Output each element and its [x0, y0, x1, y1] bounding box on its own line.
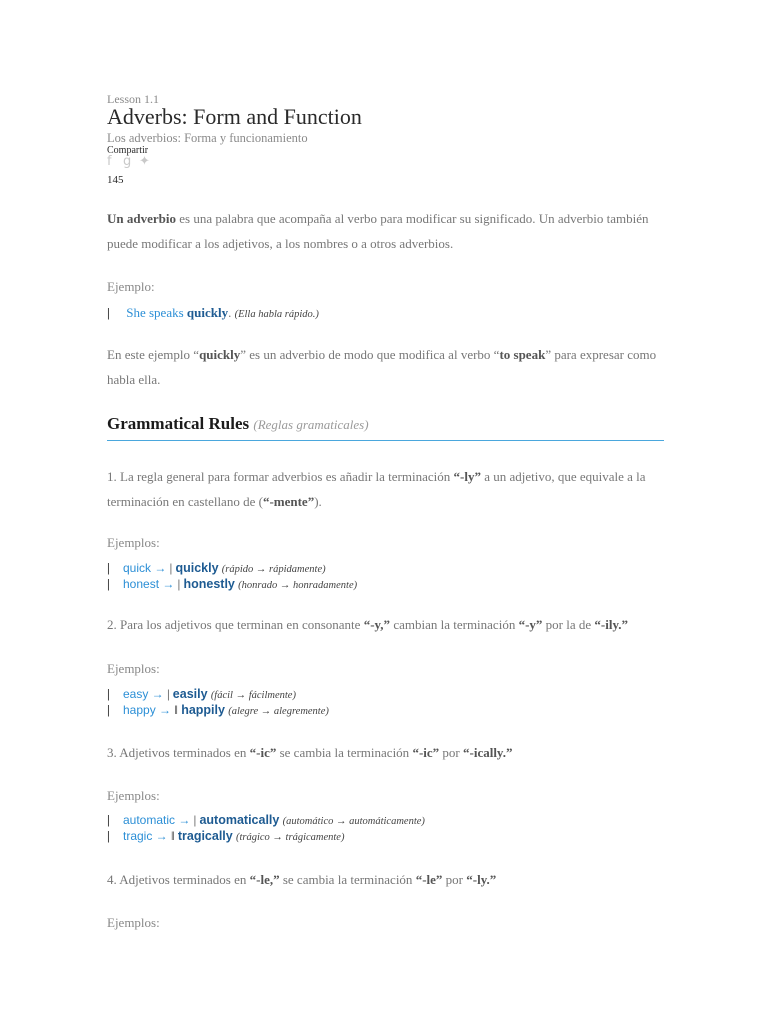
example-adverb: quickly	[175, 561, 219, 575]
rule-text: se cambia la terminación	[279, 872, 416, 887]
section-heading	[107, 414, 369, 434]
page-subtitle: Los adverbios: Forma y funcionamiento	[107, 131, 308, 145]
rule-text: se cambia la terminación	[276, 745, 413, 760]
example-translation: (alegre → alegremente)	[228, 706, 329, 717]
example-adverb: quickly	[186, 305, 229, 320]
example-translation: (fácil → fácilmente)	[210, 690, 296, 701]
rule-text: por	[442, 872, 467, 887]
section-subtitle: (Reglas gramaticales)	[253, 417, 369, 432]
rule-suffix: “-le”	[415, 872, 443, 887]
example-dot: .	[228, 305, 232, 320]
twitter-icon[interactable]: ✦	[139, 154, 150, 169]
explanation-text: ” es un adverbio de modo que modifica al verbo “	[240, 347, 500, 362]
rule-text: a un adjetivo, que equivale a la terminación en castellano de (	[107, 469, 646, 509]
example-separator: |	[169, 560, 173, 575]
explanation-text: En este ejemplo “	[107, 347, 200, 362]
section-title: Grammatical Rules	[107, 414, 250, 433]
example-adverb: happily	[181, 703, 225, 717]
rule-suffix: “-y”	[518, 617, 543, 632]
example-bar: |	[107, 686, 110, 701]
example-adjective: automatic →	[123, 813, 191, 827]
rule-1-text	[107, 464, 667, 514]
explanation-bold: to speak	[499, 347, 546, 362]
explanation-text: ” para expresar como habla ella.	[107, 347, 657, 387]
rule-text: 3. Adjetivos terminados en	[107, 745, 250, 760]
example-adjective: happy →	[123, 703, 172, 717]
rule-suffix: “-ly”	[453, 469, 481, 484]
example-label: Ejemplo:	[107, 279, 155, 294]
intro-bold-term: Un adverbio	[107, 211, 176, 226]
example-adjective: honest →	[123, 577, 175, 591]
rule-1-example-2	[107, 576, 357, 592]
rule-3-examples-label: Ejemplos:	[107, 788, 160, 803]
example-separator: |	[166, 686, 170, 701]
example-bar: |	[107, 702, 110, 717]
explanation-paragraph	[107, 342, 667, 392]
rule-suffix: “-ic”	[412, 745, 440, 760]
example-translation: (Ella habla rápido.)	[234, 309, 319, 320]
example-translation: (rápido → rápidamente)	[221, 564, 326, 575]
example-translation: (automático → automáticamente)	[282, 816, 425, 827]
rule-text: 1. La regla general para formar adverbios es añadir la terminación	[107, 469, 454, 484]
example-adverb: easily	[172, 687, 208, 701]
rule-4-text	[107, 867, 667, 892]
rule-2-text	[107, 612, 667, 637]
example-adjective: quick →	[123, 561, 167, 575]
example-separator: ‖	[174, 702, 178, 717]
example-adjective: easy →	[123, 687, 164, 701]
rule-2-examples-label: Ejemplos:	[107, 661, 160, 676]
rule-suffix: “-ically.”	[463, 745, 513, 760]
rule-text: ).	[314, 494, 322, 509]
rule-2-example-2	[107, 702, 329, 718]
social-icons	[107, 155, 153, 169]
lesson-number: Lesson 1.1	[107, 92, 159, 106]
facebook-icon[interactable]: f	[107, 154, 112, 169]
example-bar: |	[107, 305, 110, 320]
rule-1-example-1	[107, 560, 326, 576]
rule-suffix: “-y,”	[363, 617, 391, 632]
example-bar: |	[107, 576, 110, 591]
explanation-bold: quickly	[199, 347, 241, 362]
google-plus-icon[interactable]: g	[123, 154, 132, 169]
rule-suffix: “-mente”	[262, 494, 315, 509]
rule-suffix: “-ic”	[249, 745, 277, 760]
rule-2-example-1	[107, 686, 296, 702]
rule-text: cambian la terminación	[390, 617, 519, 632]
example-adverb: automatically	[199, 813, 280, 827]
page-title: Adverbs: Form and Function	[107, 104, 362, 129]
rule-text: 2. Para los adjetivos que terminan en consonante	[107, 617, 364, 632]
example-lead: She speaks	[126, 305, 187, 320]
rule-suffix: “-ly.”	[466, 872, 497, 887]
rule-text: 4. Adjetivos terminados en	[107, 872, 250, 887]
example-separator: |	[177, 576, 181, 591]
rule-1-examples-label: Ejemplos:	[107, 535, 160, 550]
rule-suffix: “-ily.”	[594, 617, 628, 632]
rule-4-examples-label: Ejemplos:	[107, 915, 160, 930]
share-count: 145	[107, 174, 124, 186]
example-bar: |	[107, 812, 110, 827]
section-divider	[107, 440, 664, 441]
example-separator: |	[193, 812, 197, 827]
rule-3-example-1	[107, 812, 425, 828]
rule-text: por la de	[542, 617, 595, 632]
rule-3-text	[107, 740, 667, 765]
example-sentence	[107, 305, 319, 321]
rule-3-example-2	[107, 828, 344, 844]
rule-suffix: “-le,”	[249, 872, 280, 887]
example-separator: ‖	[170, 828, 175, 843]
example-adverb: tragically	[177, 829, 233, 843]
example-bar: |	[107, 828, 110, 843]
example-bar: |	[107, 560, 110, 575]
example-adverb: honestly	[183, 577, 235, 591]
example-translation: (trágico → trágicamente)	[235, 832, 345, 843]
rule-text: por	[439, 745, 463, 760]
intro-paragraph	[107, 206, 667, 256]
example-translation: (honrado → honradamente)	[238, 580, 358, 591]
share-label[interactable]: Compartir	[107, 145, 149, 156]
example-adjective: tragic →	[123, 829, 168, 843]
intro-text: es una palabra que acompaña al verbo para modificar su significado. Un adverbio también puede modificar a los adjetivos, a los nombres o a otros adverbios.	[107, 211, 649, 251]
